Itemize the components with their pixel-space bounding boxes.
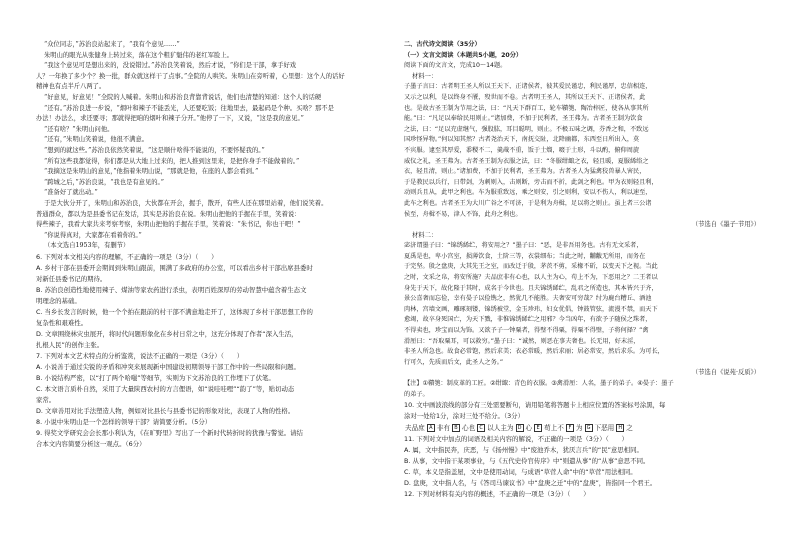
q10-answer-box[interactable]: H: [616, 424, 624, 432]
material1-line: 子墨子言曰：古者明王圣人所以王天下、正诸侯者，彼其爱民谨忠，利民谨厚，忠信相连，: [404, 83, 652, 91]
story-line: 普通群众，都以为是县委书记在发话，其实是苏治良在说。朱明山把他的手握在手里，笑着说：: [36, 210, 301, 218]
story-line: “我这个意见可是想出来的，没说错过。”苏治良笑着说，然后才说，“你们是干部，拿手好戏: [44, 62, 297, 70]
material2-line: 夏禹是也，卑小宫室，损薄饮食，土阶三等，衣裳细布；当此之时，黼黻无所用，而务在: [404, 252, 646, 260]
story-line: “我摘这是朱明山的意见，”他指着朱明山说，“那就是他，在座的人都会看到。”: [44, 168, 259, 176]
question-line: B. 苏治良创造性地使用辣子、煤油等家农药进行杀虫，表明百姓深厚的劳动智慧中蕴含着生态文: [36, 285, 307, 294]
story-line: “还有。”苏治良进一步说，“烟叶和辣子不能丢光，人还要吃饭；往地里去，最起码是个种。买啥？那不是: [44, 104, 334, 112]
story-line: （本文选自1953年，有删节）: [44, 242, 130, 250]
story-line: “还有啥？”朱明山问他。: [44, 125, 114, 133]
question-line: 复杂性和艰难性。: [36, 318, 88, 327]
story-line: “你说得真对，大家都在看着你的。”: [44, 231, 142, 239]
material2-line: 宓济谓墨子曰：“锦绣絺纻，将安用之？”墨子曰：“恶，是非吾用务也。古有无文采者，: [404, 242, 643, 250]
story-line: “好意见，好意见！”全院的人喊着。朱明山和苏治良背靠背说话，他们也清楚的知道：这个人的话硬: [44, 93, 322, 101]
left-column: [36, 40, 386, 450]
material2-line: 滑厘曰：“吾取粟耳，可以救穷。”墨子曰：“诚然，则恶在事夫奢也。长无用，好末淫，: [404, 337, 640, 345]
q10-line: 涂对一处给1分，涂对三处不给分。（3分）: [404, 412, 524, 421]
story-excerpt: [36, 40, 386, 252]
question-line: 家常。: [36, 395, 56, 404]
question-line: D. 文章善用对比手法塑造人物，例如对比县长与县委书记的形象对比，表现了人物的性格。: [36, 406, 295, 415]
notes: [404, 379, 760, 400]
q10-segment-text: 为: [575, 424, 583, 433]
question-line: 9. 得奖文学研究会会长那小利认为，《在旷野里》写出了一个新时代转折时的犹豫与警觉。请结: [36, 428, 303, 437]
q10-segment-text: 之: [626, 424, 633, 433]
story-line: “所有这些我都觉得，你们都是从大地上过来的，把人推到这里来，是把你身手不能做着的。”: [44, 157, 300, 165]
question-line: B. 小说结构严密，以“打了两个哈嗤”等细节，实则为下文苏治良的工作埋下了伏笔。: [36, 373, 275, 382]
material1-line: 侯至，舟楫不易，津人不饰，此舟之利也。: [404, 210, 522, 218]
q10-answer-box[interactable]: F: [566, 424, 574, 432]
question-line: C. 当乡长发言的时候，他一个个拍在跟前的村干部不满意地走开了，这体现了乡村干部思想工作的: [36, 307, 313, 316]
subsection-title: （一）文言文阅读（本题共5小题，20分）: [404, 51, 523, 59]
material2-line: 不得卖也，珍宝而以为饰。又欲予子一钟粟者，得璧不得粟，得粟不得璧，子将何择？”禽: [404, 327, 649, 335]
q10-answer-box[interactable]: D: [516, 424, 524, 432]
material2-line: 身先于天下，故化隆于其时，成名于今世也。且夫锦绣絺纻，乱君之所造也，其本皆兴于齐，: [404, 284, 658, 292]
story-line: “准备好了就出动。”: [44, 189, 98, 197]
material1-line: 又示之以利，是以终身不餍，殁世而不卷。古者明王圣人，其所以王天下、正诸侯者，此: [404, 93, 646, 101]
material1-line: 此车之利也。古者圣王为大川广谷之不可济，于是利为舟楫，足以将之则止。虽上者三公诸: [404, 199, 652, 207]
reading-instruction: 阅读下面的文言文，完成10～14题。: [404, 62, 507, 70]
material2-line: 愈竭，故卒身死国亡，为天下戮，非惟锦绣絺纻之用邪？今当凶年，有欲予子随侯之珠者，: [404, 316, 652, 324]
material1-text: [404, 82, 760, 220]
story-line: 朱明山的眼光从张健身上转过来，落在这个粗犷魁伟的老红军脸上。: [44, 51, 233, 59]
story-line: 办法！办法么，求还要寻；那就得把咱的烟叶和辣子分开。”他停了一下，又说，“这是我的意见。”: [36, 115, 304, 123]
question-11-12: [404, 434, 760, 500]
q11-line: 12. 下列对材料有关内容的概述，不正确的一项是（3分）（ ）: [404, 490, 590, 499]
section-title: 二、古代诗文阅读（35分）: [404, 41, 481, 48]
story-line: “还有，”朱明山笑着说，他很不满意。: [44, 136, 149, 144]
question-line: A. 小说善于通过尖锐的矛盾和冲突来展现新中国建设初期领导干部工作中的一些局限和问题。: [36, 362, 300, 371]
material1-line: 能。”曰：“凡足以奉给民用则止。”诸加费，不加于民利者，圣王弗为。古者圣王制为饮食: [404, 115, 643, 123]
q10-answer-box[interactable]: A: [427, 424, 435, 432]
material2-line: 于完坚。殷之盘庚，大其先王之室，而改迁于殷，茅茨不剪，采椽不斫，以变天下之视。当此: [404, 263, 658, 271]
q10-segment-text: 非有: [436, 424, 450, 433]
material2-source: （节选自《说苑·反质》）: [691, 369, 760, 377]
material1-label: 材料一：: [412, 72, 438, 80]
material2-line: 之时，文采之帛，将安所施？夫品庶非有心也，以人主为心，苟上不为，下恶用之？二王者以: [404, 274, 658, 282]
material1-source: （节选自《墨子·节用》）: [691, 221, 760, 229]
story-line: 人？一年换了多少个？换一批，群众就这样干了点事。”全院的人哄笑。朱明山在旁听着，心里想：这个人的话好: [36, 72, 345, 80]
note-line: 【注】①鞼匏：制皮革的工匠。②绀緅：青色的衣服。③禽滑厘：人名，墨子的弟子。④晏子：墨子: [404, 380, 674, 387]
material2-line: 非圣人所急也。故食必常饱，然后求美；衣必常暖，然后求丽；居必常安，然后求乐。为可长，: [404, 348, 664, 356]
material2-line: 肉林，宫墙文画，雕琢刻镂，锦绣被堂，金玉珍玮，妇女优倡，钟鼓管弦，流漫不禁，而天下: [404, 305, 658, 313]
q10-segment-text: 夫品庶: [405, 424, 425, 433]
material1-line: 不宾服。逮至其厚爱，黍稷不二，羹胾不重，饭于土熘，啜于土形，斗以酌，俯仰周旋: [404, 146, 640, 154]
question-line: C. 本文语言质朴自然，采用了大量陕西农村的方言俚语，如“说哇哇哩”“韵了”等，贴切动态: [36, 384, 295, 393]
story-line: 精神也有点半斤八两了。: [36, 83, 106, 91]
material1-line: 威仪之礼，圣王弗为。古者圣王制为衣服之法，曰：“冬服绀緅之衣，轻且暖，夏服絺绤之: [404, 157, 649, 165]
material2-label: 材料二：: [412, 231, 438, 239]
q11-line: C. 草，本义是指盖屋，文中是使用动词，与成语“草菅人命”中的“草菅”用法相同。: [404, 468, 637, 477]
material2-text: [404, 241, 760, 368]
material1-line: 也。是故古圣王制为节用之法，曰：“凡天下群百工，轮车鞼匏、陶冶梓匠，使各从事其所: [404, 104, 649, 112]
q10-answer-boxes: [404, 422, 760, 434]
q10-segment-text: 下恶用: [594, 424, 615, 433]
q10-answer-box[interactable]: G: [585, 424, 593, 432]
question-line: 8. 小说中朱明山是一个怎样的领导干部？请简要分析。（5分）: [36, 417, 212, 426]
material2-line: 行可久，先质而后文，此圣人之务。”: [404, 358, 504, 366]
q10-line: 10. 文中画波浪线的部分有三处需要断句，请用铅笔将答题卡上相应位置的答案标号涂黑，每: [404, 401, 666, 410]
right-column: [404, 40, 760, 500]
story-line: “跨城之后，”苏治良说，“我也是有意见的。”: [44, 178, 164, 186]
note-line: 的弟子。: [404, 390, 429, 398]
question-block-6-9: [36, 252, 386, 450]
q10-answer-box[interactable]: C: [477, 424, 485, 432]
q10-segment-text: 苟上不: [544, 424, 564, 433]
material2-line: 景公喜奢而忘俭，幸有晏子以俭镌之，然犹几不能胜。夫奢安可穷哉？纣为鹿台糟丘、酒池: [404, 295, 652, 303]
material1-line: 衣，轻且清，则止。”诸加费，不加于民利者，圣王弗为。古者圣人为猛禽狡兽暴人害民，: [404, 168, 646, 176]
question-line: A. 乡村干部在县委开会期间到朱明山跟前，围满了多政府的办公室，可以看出乡村干部出席县委时: [36, 263, 313, 272]
question-line: 扎根人民”的创作主张。: [36, 340, 104, 349]
q10-segment-text: 心也: [461, 424, 476, 433]
material1-line: 国珍怪异物。”何以知其然？古者尧治天下，南抚交阯，北降幽都，东西至日所出入，莫: [404, 136, 640, 144]
q10-answer-box[interactable]: E: [534, 424, 542, 432]
material1-line: 于是教民以兵行，日带剑，为刺则入，击则断，旁击而不折，此剑之利也。甲为衣则轻且利，: [404, 178, 658, 186]
q10-answer-box[interactable]: B: [452, 424, 460, 432]
q10-segment-text: 以人主为: [487, 424, 514, 433]
material1-line: 之法，曰：“足以充虚继气，强股肱，耳目聪明，则止。不极五味之调，芬香之和，不致远: [404, 125, 649, 133]
question-line: 合本文内容简要分析这一观点。（6分）: [36, 439, 146, 448]
q11-line: 11. 下列对文中加点的词语及相关内容的解说，不正确的一项是（3分）（ ）: [404, 435, 628, 444]
material1-line: 动则兵且从，此甲之利也。车为服重致远，乘之则安，引之则利，安以不伤人，利以速至，: [404, 189, 652, 197]
story-line: “众位同志，”苏治良站起来了，“我有个意见……”: [44, 41, 180, 48]
q11-line: B. 从事，文中指干某项事业，与《五代史伶官传序》中“则遣从事”的“从事”意思不同。: [404, 457, 650, 466]
question-line: 对新任县委书记的期待。: [36, 274, 107, 283]
question-line: 明理念的基础。: [36, 296, 81, 305]
question-line: D. 文章围绕林灾虫展开，将时代问题形象化在乡村日常之中，这充分体现了作者“深入生活，: [36, 329, 298, 338]
q11-line: A. 属，文中指民奔，庆恶，与《扬州慢》中“废池乔木，犹厌言兵”的“民”意思相同。: [404, 446, 643, 455]
q10-segment-text: 心: [525, 424, 533, 433]
question-10: [404, 400, 760, 422]
story-line: 得些辣子，我看大家共来考察考察，朱明山把他的手握在手里，笑着说：“朱书记，你也干吧！”: [36, 221, 301, 229]
story-line: 于是大伙分开了，朱明山和苏治良，大伙都在开会，握手，散开，有些人还在那里站着，他们说笑着。: [44, 199, 328, 207]
story-line: “想到的就这些。”苏治良依然笑着说，“这是顺什啥得不能说的，不要怀疑我的。”: [44, 146, 265, 154]
q11-line: D. 盘庚，文中指人名，与《答司马谏议书》中“盘庚之迁”中的“盘庚”，皆指同一个君王。: [404, 479, 657, 488]
question-line: 6. 下列对本文相关内容的理解，不正确的一项是（3分）（ ）: [36, 252, 218, 261]
question-line: 7. 下列对本文艺术特点的分析鉴赏，说法不正确的一项是（3分）（ ）: [36, 351, 244, 360]
